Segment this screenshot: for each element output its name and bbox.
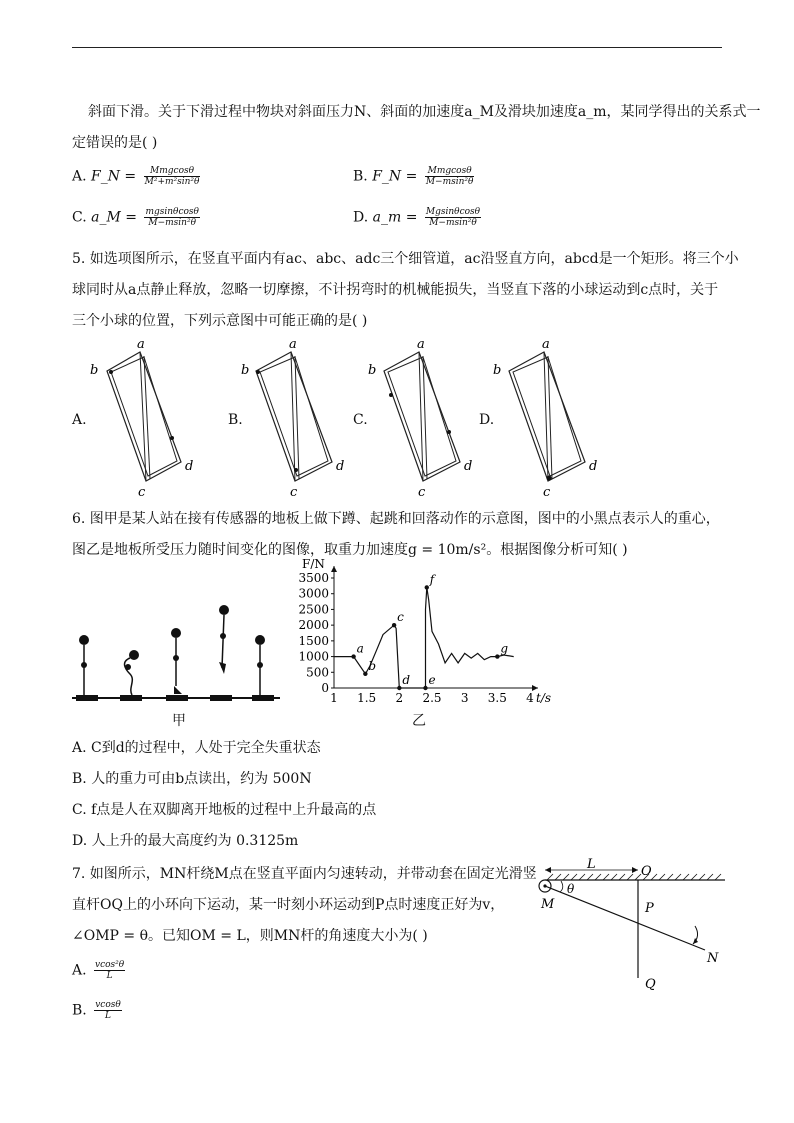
x-axis-label: t/s [536,691,552,705]
svg-text:d: d [589,459,598,474]
q5-option-d-label[interactable]: D. [479,412,495,428]
q4-option-b-fraction: $\frac{\text{Mmgcosθ}}{\text{M−msin²θ}}$ [425,166,474,187]
point-f [425,585,429,589]
x-tick-label: 2.5 [422,691,442,705]
svg-text:c: c [290,485,298,500]
q5-option-diagrams [0,0,794,500]
svg-text:a: a [542,337,550,352]
y-tick-label: 2500 [298,602,329,617]
y-axis-arrow [331,566,337,572]
svg-text:b: b [493,363,502,378]
svg-text:Q: Q [645,977,656,992]
q6-figure-jia-caption: 甲 [172,713,186,729]
point-a [351,654,355,658]
q6-option-a[interactable]: A. C到d的过程中，人处于完全失重状态 [72,740,321,756]
q6-force-time-chart [290,557,552,720]
point-label-g: g [500,641,509,656]
point-label-d: d [402,673,411,687]
point-label-c: c [397,610,404,625]
q7-line3: ∠OMP = θ。已知OM = L，则MN杆的角速度大小为( ) [72,928,428,944]
q6-option-c[interactable]: C. f点是人在双脚离开地板的过程中上升最高的点 [72,802,377,818]
q7-option-a-fraction: $\frac{\text{vcos²θ}}{L}$ [95,960,125,981]
svg-text:b: b [241,363,250,378]
q4-line2: 定错误的是( ) [72,135,158,151]
svg-text:d: d [336,459,345,474]
x-tick-label: 3 [460,691,469,705]
svg-text:N: N [707,951,719,966]
q4-option-d-fraction: $\frac{Mgsin\theta\cos\theta}{\text{M−msin²θ}}$ [425,207,481,228]
q7-line1: 7. 如图所示，MN杆绕M点在竖直平面内匀速转动，并带动套在固定光滑竖 [72,866,537,882]
x-tick-label: 1 [330,691,338,705]
y-tick-label: 3500 [298,571,329,585]
q5-option-c-label[interactable]: C. [353,412,368,428]
q4-option-c[interactable]: C. a_M = $\frac{mgsin\theta\cos\theta}{\text{M−msin²θ}}$ [72,207,199,228]
q5-diagram-c [368,337,472,500]
svg-text:d: d [464,459,473,474]
point-label-a: a [356,641,364,656]
svg-text:d: d [185,459,194,474]
q7-rod-diagram [525,857,735,995]
y-tick-label: 2000 [298,618,329,633]
y-tick-label: 500 [306,665,329,680]
q7-option-b[interactable]: B. $\frac{vcos\theta}{L}$ [72,1000,121,1021]
q5-diagram-d [493,337,597,500]
q5-line3: 三个小球的位置，下列示意图中可能正确的是( ) [72,313,368,329]
q6-line1: 6. 图甲是某人站在接有传感器的地板上做下蹲、起跳和回落动作的示意图，图中的小黑点表示人的重心， [72,511,720,527]
q6-option-b[interactable]: B. 人的重力可由b点读出，约为 500N [72,771,312,787]
svg-text:P: P [645,901,654,916]
svg-text:O: O [641,864,652,879]
y-tick-label: 0 [321,681,329,695]
q5-diagram-a [90,337,193,500]
point-b [363,672,367,676]
svg-text:c: c [418,485,426,500]
q5-line2: 球同时从a点静止释放，忽略一切摩擦，不计拐弯时的机械能损失，当竖直下落的小球运动到c点时，关于 [72,282,719,298]
q7-line2: 直杆OQ上的小环向下运动，某一时刻小环运动到P点时速度正好为v， [72,897,505,913]
svg-text:c: c [543,485,551,500]
q4-option-a[interactable]: A. F_N = $\frac{\text{Mmgcosθ}}{\text{M²+m²sin²θ}}$ [72,166,200,187]
q7-option-b-fraction: $\frac{vcos\theta}{L}$ [95,1000,121,1021]
q4-line1: 斜面下滑。关于下滑过程中物块对斜面压力N、斜面的加速度a_M及滑块加速度a_m，某同学得出的关系式一 [88,104,761,120]
y-tick-label: 1000 [298,649,329,664]
force-series-line [334,587,514,688]
svg-text:b: b [90,363,99,378]
q4-option-d[interactable]: D. a_m = $\frac{Mgsin\theta\cos\theta}{\text{M−msin²θ}}$ [353,207,481,228]
x-tick-label: 1.5 [357,691,377,705]
q5-line1: 5. 如选项图所示，在竖直平面内有ac、abc、adc三个细管道，ac沿竖直方向，abcd是一个矩形。将三个小 [72,251,739,267]
point-label-e: e [428,673,436,687]
point-g [495,654,499,658]
q5-option-a-label[interactable]: A. [72,412,87,428]
point-e [423,686,427,690]
point-c [392,623,396,627]
point-d [397,686,401,690]
svg-text:c: c [138,485,146,500]
point-label-f: f [429,572,435,587]
q7-option-a[interactable]: A. $\frac{\text{vcos²θ}}{L}$ [72,960,125,981]
svg-text:a: a [417,337,425,352]
svg-text:θ: θ [567,882,575,896]
q6-line2: 图乙是地板所受压力随时间变化的图像，取重力加速度g = 10m/s²。根据图像分析可知( ) [72,542,628,558]
q5-option-b-label[interactable]: B. [228,412,243,428]
q4-option-a-fraction: $\frac{\text{Mmgcosθ}}{\text{M²+m²sin²θ}}$ [144,166,200,187]
x-tick-label: 4 [526,691,534,705]
q5-diagram-b [241,337,344,500]
point-label-b: b [368,658,377,673]
x-tick-label: 3.5 [487,691,507,705]
svg-text:M: M [541,897,555,912]
q4-option-b[interactable]: B. F_N = $\frac{\text{Mmgcosθ}}{\text{M−msin²θ}}$ [353,166,474,187]
y-tick-label: 3000 [298,586,329,601]
svg-text:L: L [587,857,596,872]
svg-text:b: b [368,363,377,378]
y-axis-label: F/N [302,557,325,571]
x-tick-label: 2 [395,691,404,705]
svg-text:a: a [289,337,297,352]
q6-option-d[interactable]: D. 人上升的最大高度约为 0.3125m [72,833,299,849]
q4-option-c-fraction: $\frac{mgsin\theta\cos\theta}{\text{M−msin²θ}}$ [145,207,199,228]
svg-text:a: a [137,337,145,352]
q6-figure-yi-caption: 乙 [412,713,426,729]
y-tick-label: 1500 [298,633,329,648]
